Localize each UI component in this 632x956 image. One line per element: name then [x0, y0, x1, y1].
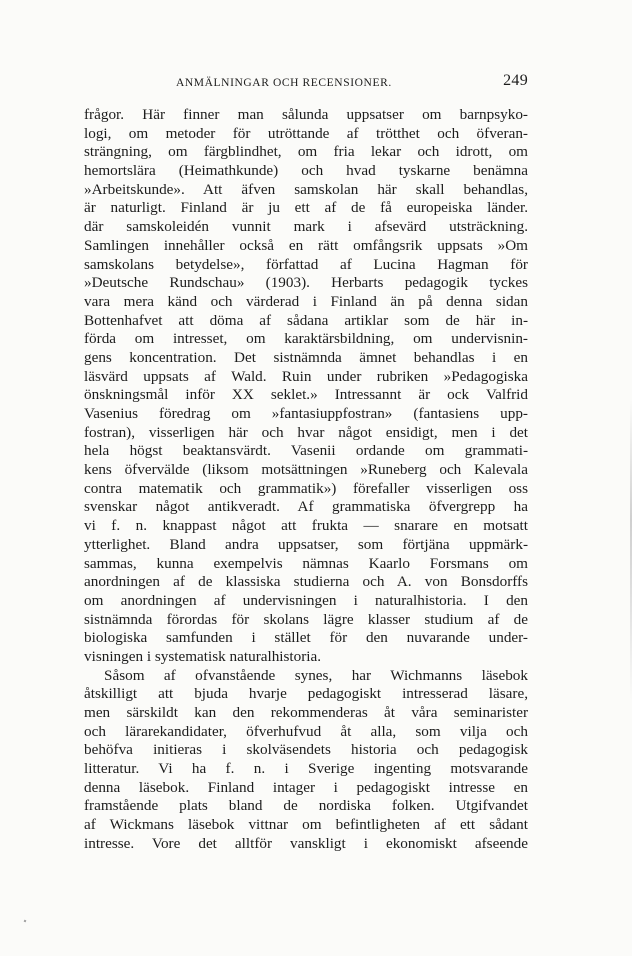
text-line: svenskar något antikveradt. Af grammatiska öfvergrepp ha	[84, 498, 528, 516]
running-head	[84, 74, 528, 94]
text-line: contra matematik och grammatik») förefaller visserligen oss	[84, 479, 528, 497]
text-line: vara mera känd och värderad i Finland än på denna sidan	[84, 292, 528, 310]
text-line: logi, om metoder för utröttande af trötthet och öfveran-	[84, 124, 528, 142]
text-line: »Arbeitskunde». Att äfven samskolan här skall behandlas,	[84, 180, 528, 198]
text-line: strängning, om färgblindhet, om fria lekar och idrott, om	[84, 143, 528, 161]
text-line: förda om intresset, om karaktärsbildning, om undervisnin-	[84, 330, 528, 348]
text-line: litteratur. Vi ha f. n. i Sverige ingenting motsvarande	[84, 760, 528, 778]
text-line: anordningen af de klassiska studierna och A. von Bonsdorffs	[84, 573, 528, 591]
text-line: önskningsmål inför XX seklet.» Intressannt är ock Valfrid	[84, 386, 528, 404]
running-title: ANMÄLNINGAR OCH RECENSIONER.	[176, 77, 392, 89]
text-line: är naturligt. Finland är ju ett af de få europeiska länder.	[84, 199, 528, 217]
text-line: visningen i systematisk naturalhistoria.	[84, 647, 322, 665]
text-line: behöfva initieras i skolväsendets historia och pedagogisk	[84, 741, 528, 759]
text-line: Samlingen innehåller också en rätt omfångsrik uppsats »Om	[84, 236, 528, 254]
text-line: intresse. Vore det alltför vanskligt i ekonomiskt afseende	[84, 834, 528, 852]
text-line: »Deutsche Rundschau» (1903). Herbarts pedagogik tyckes	[84, 274, 528, 292]
text-line: frågor. Här finner man sålunda uppsatser om barnpsyko-	[84, 106, 528, 123]
text-line: åtskilligt att bjuda hvarje pedagogiskt intresserad läsare,	[84, 685, 528, 703]
text-line: ytterlighet. Bland andra uppsatser, som förtjäna uppmärk-	[84, 535, 528, 553]
text-line: framstående plats bland de nordiska folken. Utgifvandet	[84, 797, 528, 815]
text-line: af Wickmans läsebok vittnar om befintligheten af ett sådant	[84, 816, 528, 834]
text-line: där samskoleidén vunnit mark i afsevärd utsträckning.	[84, 218, 528, 236]
text-line: men särskildt kan den rekommenderas åt våra seminarister	[84, 704, 528, 721]
text-line: sammas, kunna exempelvis nämnas Kaarlo Forsmans om	[84, 554, 528, 572]
text-line: denna läsebok. Finland intager i pedagogiskt intresse en	[84, 778, 528, 796]
text-line: Vasenius föredrag om »fantasiuppfostran» (fantasiens upp-	[84, 405, 528, 422]
text-line: sistnämnda förordas för skolans lägre klasser studium af de	[84, 610, 528, 628]
text-line: läsvärd uppsats af Wald. Ruin under rubriken »Pedagogiska	[84, 367, 528, 385]
paper-speck	[24, 920, 27, 923]
text-line: biologiska samfunden i stället för den nuvarande under-	[84, 629, 528, 647]
text-line: Bottenhafvet att döma af sådana artiklar som de här in-	[84, 311, 528, 329]
text-line: gens koncentration. Det sistnämnda ämnet behandlas i en	[84, 348, 528, 366]
text-line: om anordningen af undervisningen i naturalhistoria. I den	[84, 591, 528, 609]
text-line: fostran), visserligen här och hvar något ensidigt, men i det	[84, 423, 528, 441]
text-line: kens öfvervälde (liksom motsättningen »Runeberg och Kalevala	[84, 461, 528, 479]
text-line: och lärarekandidater, öfverhufvud åt alla, som vilja och	[84, 722, 528, 740]
text-line: hemortslära (Heimathkunde) och hvad tyskarne benämna	[84, 162, 528, 180]
text-line: samskolans betydelse», författad af Lucina Hagman för	[84, 255, 528, 273]
text-line: Såsom af ofvanstående synes, har Wichmanns läsebok	[104, 666, 528, 684]
text-line: hela högst beaktansvärdt. Vasenii ordande om grammati-	[84, 442, 528, 460]
page-number: 249	[503, 72, 528, 89]
body-text	[84, 106, 528, 854]
text-line: vi f. n. knappast något att frukta — snarare en motsatt	[84, 517, 528, 535]
